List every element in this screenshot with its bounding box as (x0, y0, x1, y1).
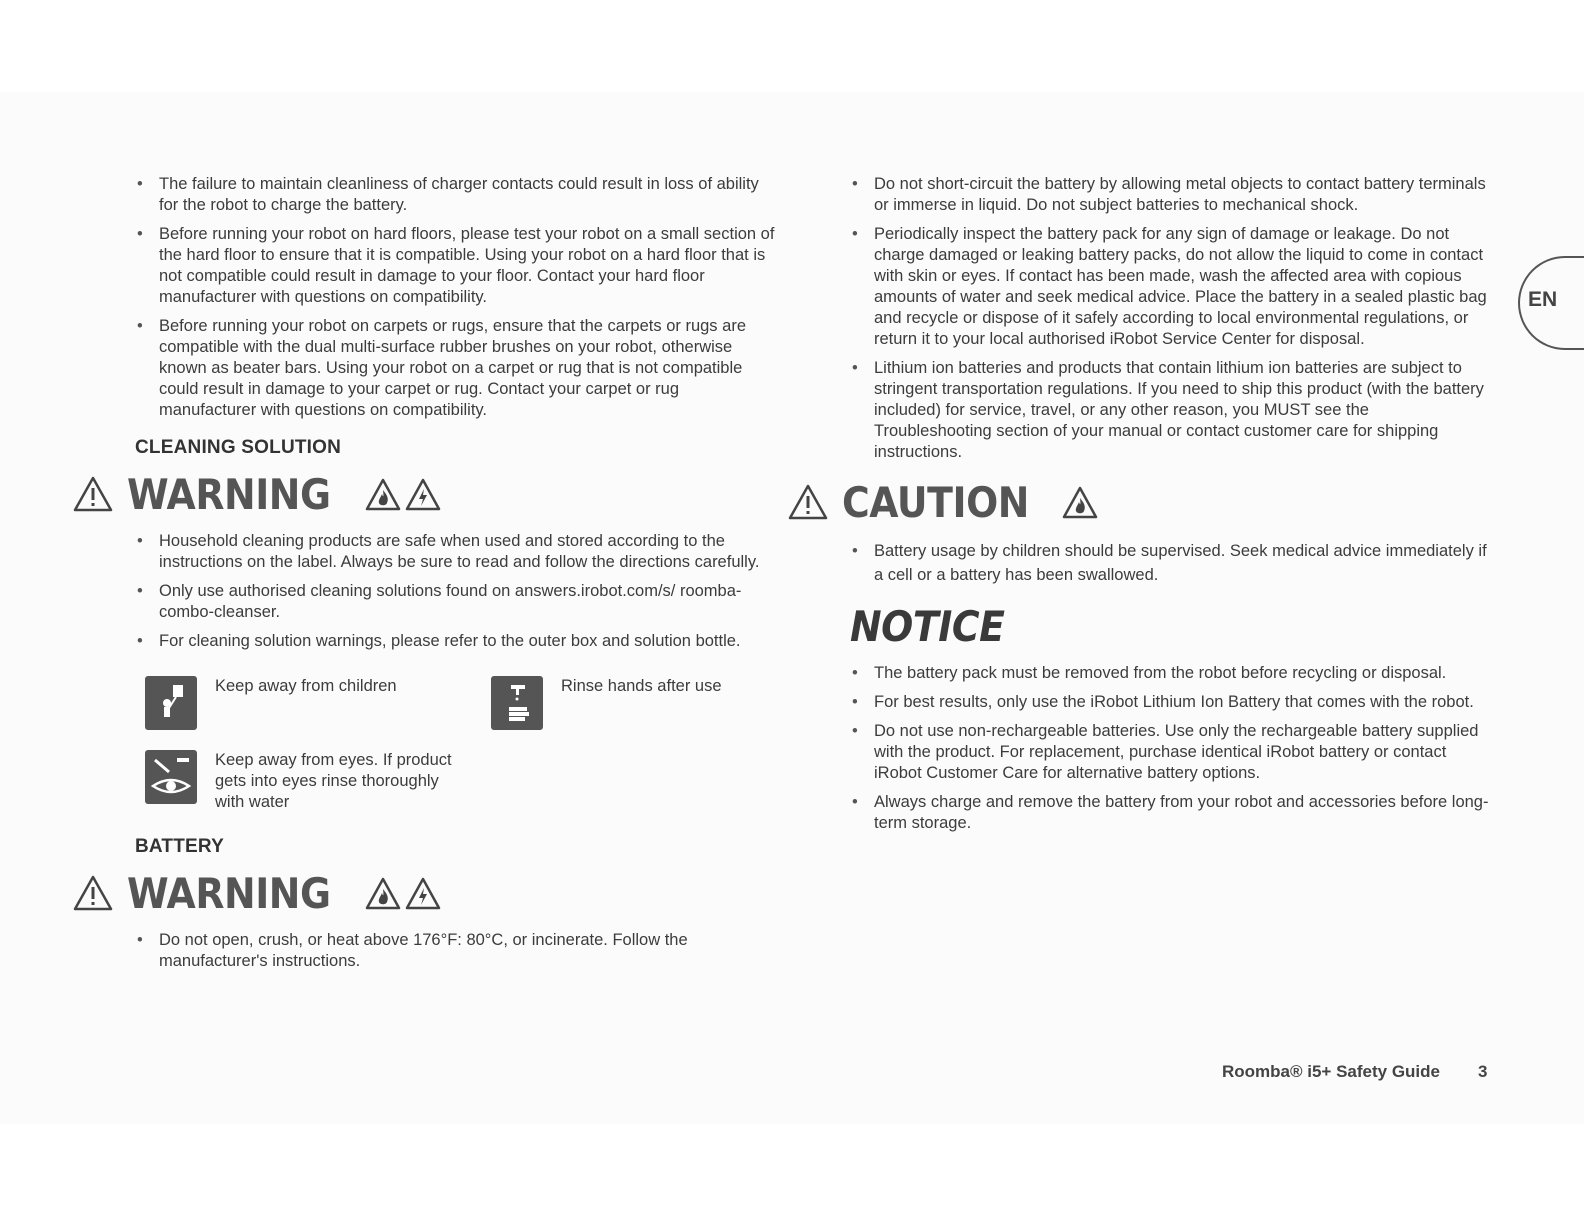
list-item: • For cleaning solution warnings, please refer to the outer box and solution bottle. (135, 631, 775, 652)
list-item: • Do not short-circuit the battery by allowing metal objects to contact battery terminals or immerse in liquid. Do not subject batteries to mechanical shock. (850, 174, 1490, 216)
intro-bullet-list (135, 174, 775, 421)
battery-bullet-list (135, 930, 775, 972)
battery-heading: BATTERY (135, 836, 225, 857)
notice-signal-word: NOTICE (850, 601, 1005, 651)
pictogram-children (145, 676, 445, 730)
fire-hazard-icon (1062, 486, 1098, 519)
warning-triangle-icon (73, 476, 113, 512)
eye-rinse-icon (145, 750, 197, 804)
pictogram-label: Keep away from eyes. If product gets into eyes rinse thoroughly with water (215, 751, 452, 811)
cleaning-warning-banner (73, 465, 775, 523)
warning-triangle-icon (788, 484, 828, 520)
list-item: • Before running your robot on carpets or rugs, ensure that the carpets or rugs are compatible with the dual multi-surface rubber brushes on your robot, otherwise known as beater bars. Using your robot on a carpet or rug that is not compatible could result in damage to your carpet or rug. Contact your carpet or rug manufacturer with questions on compatibility. (135, 316, 775, 421)
list-item: • The battery pack must be removed from the robot before recycling or disposal. (850, 663, 1490, 684)
cleaning-bullet-list (135, 531, 775, 652)
battery-warning-banner (73, 864, 775, 922)
notice-bullet-list (850, 663, 1490, 834)
fire-hazard-icon (365, 877, 401, 910)
list-item: • Periodically inspect the battery pack for any sign of damage or leakage. Do not charge damaged or leaking battery packs, do not allow the liquid to come in contact with skin or eyes. If contact has been made, wash the affected area with copious amounts of water and seek medical advice. Place the battery in a sealed plastic bag and recycle or dispose of it safely according to local environmental regulations, or return it to your local authorised iRobot Service Center for disposal. (850, 224, 1490, 350)
notice-banner (850, 597, 1490, 655)
list-item: • Lithium ion batteries and products that contain lithium ion batteries are subject to stringent transportation regulations. If you need to ship this product (with the battery included) for service, travel, or any other reason, you MUST see the Troubleshooting section of your manual or contact customer care for shipping instructions. (850, 358, 1490, 463)
warning-signal-word: WARNING (127, 868, 331, 918)
list-item: • Do not use non-rechargeable batteries. Use only the rechargeable battery supplied with the product. For replacement, purchase identical iRobot battery or contact iRobot Customer Care for alternative battery options. (850, 721, 1490, 784)
pictogram-label: Keep away from children (215, 677, 397, 695)
electric-shock-icon (405, 478, 441, 511)
warning-signal-word: WARNING (127, 469, 331, 519)
list-item: • Do not open, crush, or heat above 176°F: 80°C, or incinerate. Follow the manufacturer's instructions. (135, 930, 775, 972)
page-footer (1222, 1062, 1487, 1082)
list-item: • Always charge and remove the battery from your robot and accessories before long-term storage. (850, 792, 1490, 834)
caution-signal-word: CAUTION (842, 477, 1030, 527)
caution-bullet-list (850, 539, 1490, 587)
pictogram-eye-rinse (145, 750, 455, 813)
electric-shock-icon (405, 877, 441, 910)
language-label: EN (1528, 288, 1558, 311)
pictogram-label: Rinse hands after use (561, 677, 722, 695)
keep-away-children-icon (145, 676, 197, 730)
cleaning-solution-heading: CLEANING SOLUTION (135, 437, 342, 458)
caution-banner (788, 473, 1490, 531)
pictogram-grid (135, 666, 775, 826)
list-item: • Before running your robot on hard floors, please test your robot on a small section of the hard floor to ensure that it is compatible. Using your robot on a hard floor that is not compatible could result in damage to your floor. Contact your hard floor manufacturer with questions on compatibility. (135, 224, 775, 308)
footer-title: Roomba® i5+ Safety Guide (1222, 1062, 1440, 1081)
left-column (127, 174, 775, 980)
page-number: 3 (1478, 1062, 1488, 1081)
list-item: • Only use authorised cleaning solutions found on answers.irobot.com/s/ roomba-combo-cleanser. (135, 581, 775, 623)
fire-hazard-icon (365, 478, 401, 511)
battery-safety-bullet-list (850, 174, 1490, 463)
right-column (842, 174, 1490, 842)
list-item: • Household cleaning products are safe when used and stored according to the instructions on the label. Always be sure to read and follow the directions carefully. (135, 531, 775, 573)
list-item: • For best results, only use the iRobot Lithium Ion Battery that comes with the robot. (850, 692, 1490, 713)
list-item: • Battery usage by children should be supervised. Seek medical advice immediately if a cell or a battery has been swallowed. (850, 539, 1490, 587)
pictogram-rinse-hands (491, 676, 791, 730)
warning-triangle-icon (73, 875, 113, 911)
list-item: • The failure to maintain cleanliness of charger contacts could result in loss of ability for the robot to charge the battery. (135, 174, 775, 216)
rinse-hands-icon (491, 676, 543, 730)
